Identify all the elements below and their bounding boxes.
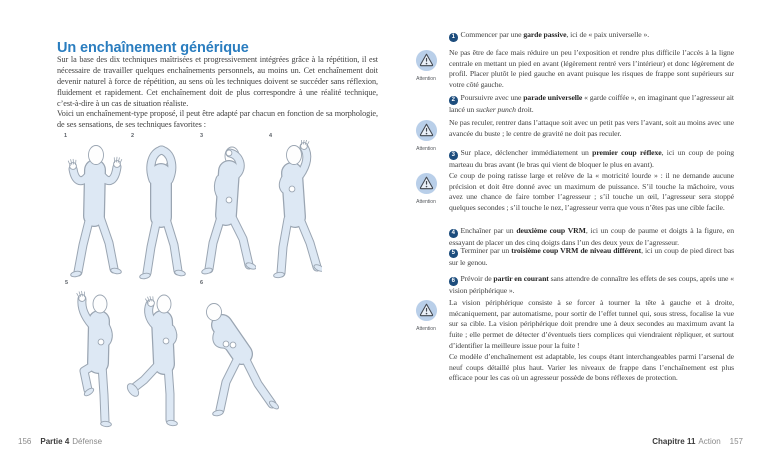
chapter-title: Action [698, 437, 721, 446]
attention-note: Attention Ne pas reculer, rentrer dans l’attaque soit avec un petit pas vers l’avant, soit au moins avec une avancée du buste ; le centre de gravité ne doit pas reculer. [449, 118, 734, 139]
figure-coup-poing-marteau [196, 140, 256, 287]
attention-note: Attention Ne pas être de face mais réduire un peu l’exposition et rendre plus difficile l’accès à la ligne centrale en mettant un pied en avant (légèrement rentré vers l’intérieur) et donc légèrement de profil. Placer plutôt le pied gauche en avant puisque les risques de frappe sont supérieurs sur votre côté gauche. [449, 48, 734, 91]
figure-number-3: 3 [200, 133, 204, 139]
closing-paragraph: Ce modèle d’enchaînement est adaptable, les coups étant interchangeables parmi l’arsenal de neuf coups détaillé plus haut. Varier les niveaux de frappe dans l’enchaînement est plus efficace pour les cas où un agresseur possède de bons réflexes de protection. [449, 352, 734, 383]
step-number-badge: 2 [449, 96, 458, 105]
figure-number-6: 6 [200, 280, 204, 286]
attention-marker [406, 49, 446, 85]
figure-partir-en-courant [194, 288, 279, 435]
intro-paragraph: Sur la base des dix techniques maîtrisées et progressivement intégrées grâce à la répétition, il est nécessaire de travailler quelques enchaînements personnels, au moins un. Cet enchaînement doit devenir naturel à force de répétition, au sens où les techniques doivent se succéder sans réflexion, fluidement et rapidement. Cet enchaînement doit de plus correspondre à une réalité technique, c’est-à-dire à un cas de situation réaliste. [57, 55, 378, 108]
right-page [395, 0, 771, 467]
right-page-number: 157 [729, 437, 743, 446]
step-number-badge: 3 [449, 151, 458, 160]
right-footer [652, 437, 743, 446]
figure-garde-passive [62, 140, 128, 287]
part-label: Partie 4 [40, 437, 70, 446]
attention-marker [406, 119, 446, 155]
warning-icon [415, 119, 438, 142]
figure-number-2: 2 [131, 133, 135, 139]
step-number-badge: 5 [449, 249, 458, 258]
figure-coup-de-pied [124, 288, 194, 435]
step-number-badge: 1 [449, 33, 458, 42]
attention-marker [406, 172, 446, 208]
attention-marker [406, 299, 446, 335]
attention-label: Attention [416, 199, 436, 205]
step-item-3: 3 Sur place, déclencher immédiatement un premier coup réflexe, ici un coup de poing marteau du bras avant (le bras qui vient de bloquer le plus en avant). [449, 148, 734, 169]
page-title: Un enchaînement générique [57, 39, 249, 56]
part-title: Défense [72, 437, 103, 446]
step-item-2: 2 Poursuivre avec une parade universelle « garde coiffée », en imaginant que l’agresseur ait lancé un sucker punch droit. [449, 93, 734, 114]
step-item-5: 5 Terminer par un troisième coup VRM de niveau différent, ici un coup de pied direct bas sur le genou. [449, 246, 734, 267]
figure-number-1: 1 [64, 133, 68, 139]
attention-note: Attention La vision périphérique consiste à se forcer à tourner la tête à gauche et à droite, mécaniquement, par automatisme, pour sortir de l’effet tunnel qui, sous stress, focalise la vue sur sa cible. La vision périphérique doit prendre une à deux secondes au maximum avant la fuite ; elle permet de détecter d’éventuels tiers complices qui viendraient répliquer, et surtout d’identifier la meilleure issue pour la fuite ! [449, 298, 734, 352]
warning-icon [415, 49, 438, 72]
warning-icon [415, 172, 438, 195]
left-footer [18, 437, 102, 446]
figure-genou-leve [66, 288, 126, 435]
step-item-1: 1 Commencer par une garde passive, ici de « paix universelle ». [449, 30, 734, 42]
attention-label: Attention [416, 326, 436, 332]
attention-label: Attention [416, 146, 436, 152]
figure-number-4: 4 [269, 133, 273, 139]
figure-number-5: 5 [65, 280, 69, 286]
warning-icon [415, 299, 438, 322]
figure-garde-coiffee [130, 140, 190, 287]
figure-coup-de-paume [262, 140, 322, 287]
step-item-4: 4 Enchaîner par un deuxième coup VRM, ici un coup de paume et doigts à la figure, en essayant de placer un des cinq doigts dans l’un des deux yeux de l’agresseur. [449, 226, 734, 247]
attention-label: Attention [416, 76, 436, 82]
left-page-number: 156 [18, 437, 32, 446]
step-number-badge: 4 [449, 229, 458, 238]
lead-in-paragraph: Voici un enchaînement-type proposé, il peut être adapté par chacun en fonction de sa morphologie, de ses sensations, de ses techniques favorites : [57, 109, 378, 129]
chapter-label: Chapitre 11 [652, 437, 696, 446]
step-number-badge: 6 [449, 277, 458, 286]
attention-note: Attention Ce coup de poing ratisse large et relève de la « motricité lourde » : il ne demande aucune précision et doit être donné avec un maximum de puissance. S’il touche la mâchoire, vous avez une chance de faire tomber l’agresseur ; s’il touche un œil, l’agresseur sera stoppé quelques secondes ; s’il touche le nez, l’agresseur verra que vous n’êtes pas une cible facile. [449, 171, 734, 214]
step-item-6: 6 Prévoir de partir en courant sans attendre de connaître les effets de ses coups, après une « vision périphérique ». [449, 274, 735, 295]
